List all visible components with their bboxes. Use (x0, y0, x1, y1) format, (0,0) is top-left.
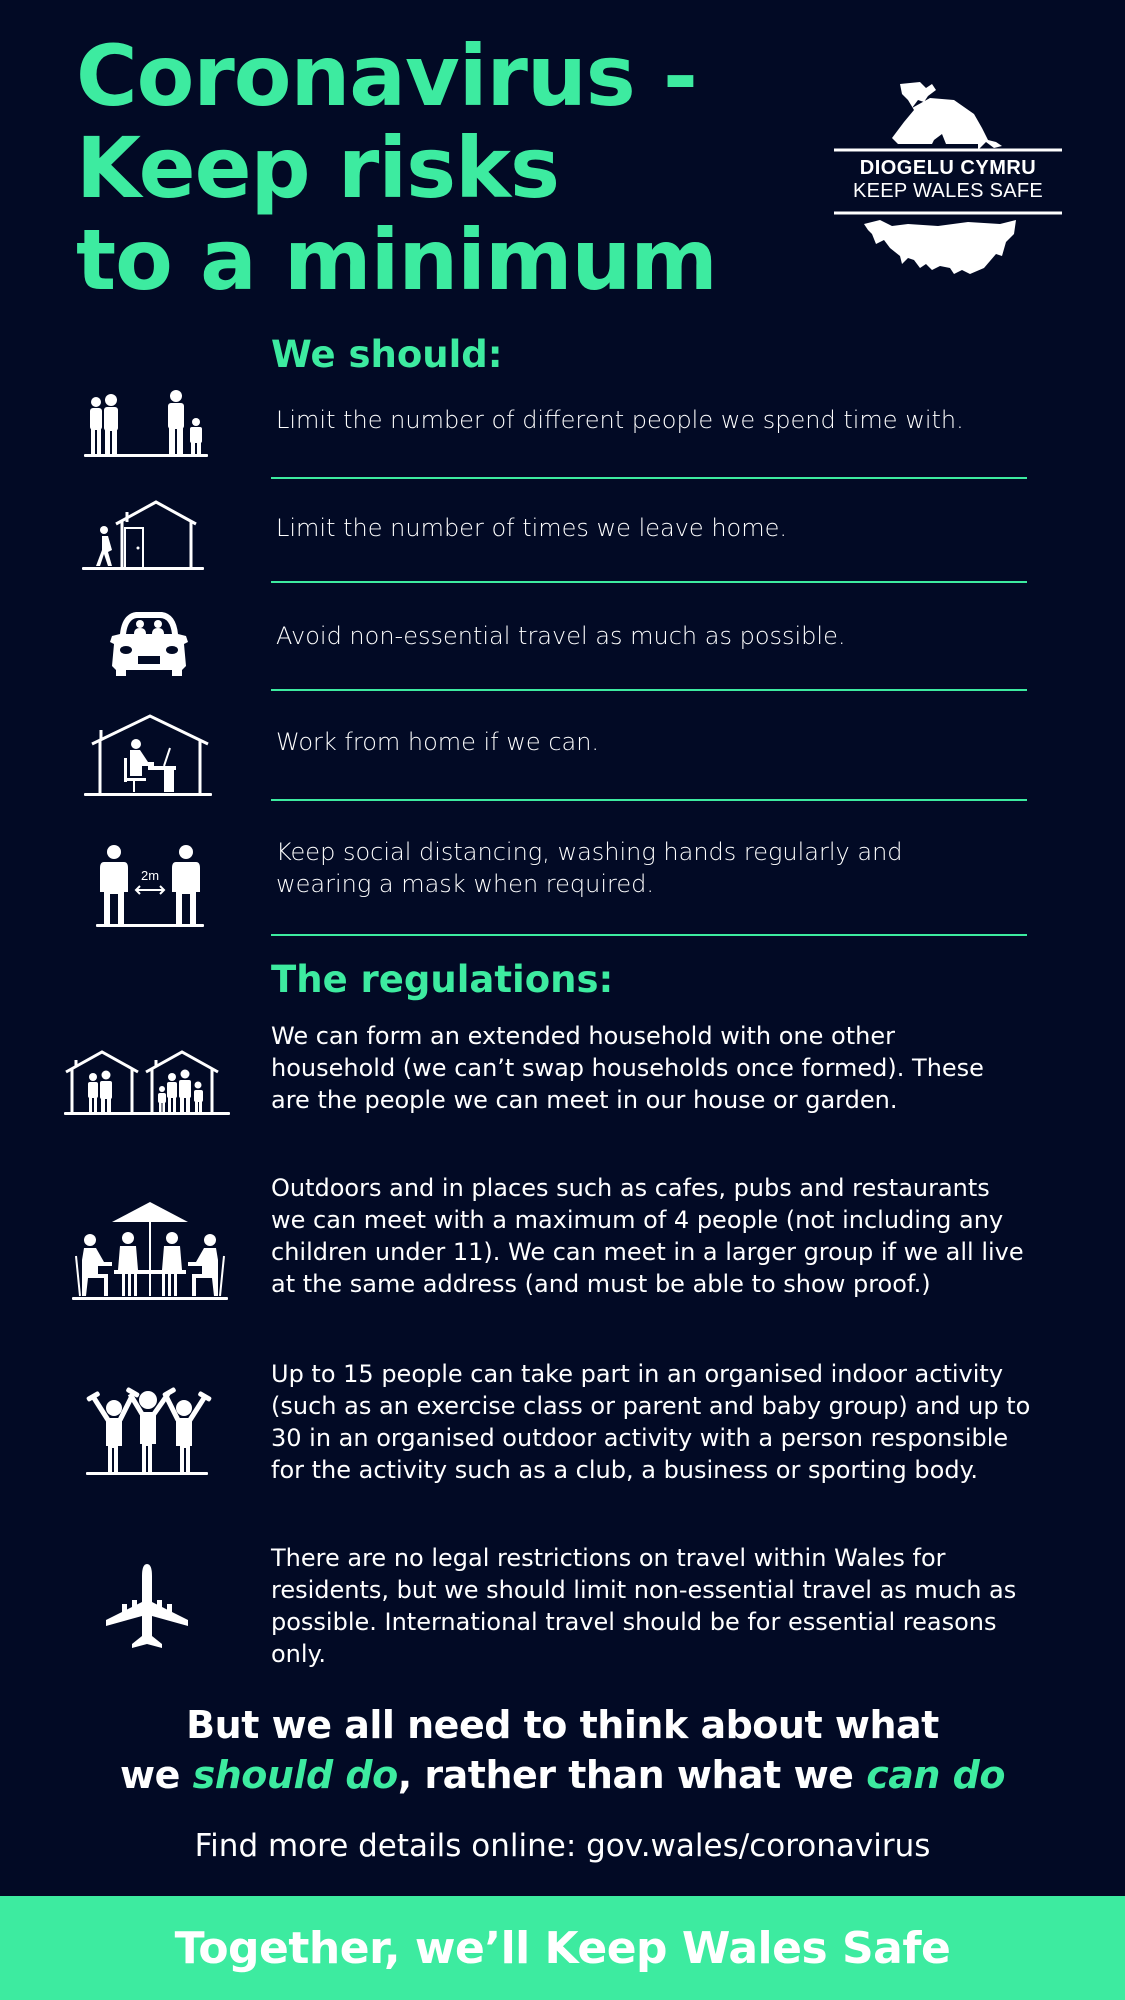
we-should-heading: We should: (271, 333, 503, 376)
page-title (76, 27, 717, 309)
social-distancing-icon (94, 844, 206, 930)
closing-statement (0, 1700, 1125, 1800)
should-item-text: Limit the number of different people we spend time with. (276, 406, 964, 434)
keep-wales-safe-logo (828, 78, 1068, 278)
footer-banner (0, 1896, 1125, 2000)
should-item-text: Keep social distancing, washing hands regularly and wearing a mask when required. (276, 838, 903, 898)
divider (271, 799, 1027, 801)
closing-line-2 (0, 1750, 1125, 1800)
regulation-text: Up to 15 people can take part in an organised indoor activity (such as an exercise class or parent and baby group) and up to 30 in an organised outdoor activity with a person responsible for the activity such as a club, a business or sporting body. (271, 1360, 1031, 1484)
title-line-1: Coronavirus - (76, 27, 697, 125)
logo-english-text: KEEP WALES SAFE (852, 180, 1044, 202)
work-from-home-icon (84, 714, 214, 800)
closing-text: we (120, 1753, 193, 1797)
svg-text:2m: 2m (140, 868, 160, 883)
regulation-text: We can form an extended household with one other household (we can’t swap households once formed). These are the people we can meet in our house or garden. (271, 1022, 984, 1114)
should-item-text: Limit the number of times we leave home. (276, 514, 787, 542)
airplane-icon (102, 1562, 192, 1652)
person-leaving-house-icon (80, 500, 208, 574)
regulation-text: There are no legal restrictions on travel within Wales for residents, but we should limit non-essential travel as much as possible. International travel should be for essential reasons only. (271, 1544, 1017, 1668)
divider (271, 689, 1027, 691)
should-item-text: Work from home if we can. (276, 728, 600, 756)
car-icon (106, 610, 192, 678)
closing-text: , rather than what we (397, 1753, 867, 1797)
family-groups-icon (84, 390, 210, 466)
extended-household-icon (64, 1050, 234, 1120)
exercise-group-icon (86, 1386, 212, 1478)
regulation-text: Outdoors and in places such as cafes, pubs and restaurants we can meet with a maximum of 4 people (not including any children under 11). We can meet in a larger group if we all live at the same address (and must be able to show proof.) (271, 1174, 1024, 1298)
logo-welsh-text: DIOGELU CYMRU (859, 157, 1037, 179)
divider (271, 477, 1027, 479)
more-details-link[interactable]: Find more details online: gov.wales/coronavirus (194, 1828, 931, 1864)
cafe-table-icon (72, 1200, 228, 1304)
closing-line-1: But we all need to think about what (186, 1703, 939, 1747)
regulations-heading: The regulations: (271, 958, 614, 1001)
highlight-should-do: should do (192, 1753, 398, 1797)
should-item-text: Avoid non-essential travel as much as possible. (276, 622, 846, 650)
divider (271, 581, 1027, 583)
title-line-2: Keep risks (76, 119, 560, 217)
footer-slogan: Together, we’ll Keep Wales Safe (174, 1922, 951, 1974)
divider (271, 934, 1027, 936)
highlight-can-do: can do (866, 1753, 1005, 1797)
title-line-3: to a minimum (76, 211, 717, 309)
